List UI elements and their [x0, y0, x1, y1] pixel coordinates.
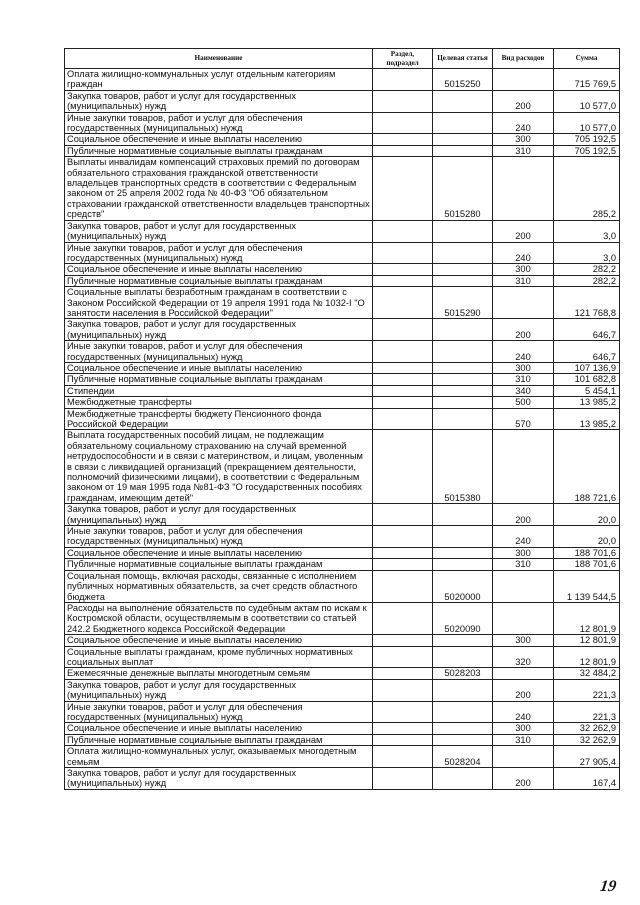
- cell-section: [373, 635, 433, 646]
- cell-target: 5015250: [433, 69, 493, 91]
- cell-section: [373, 69, 433, 91]
- cell-section: [373, 385, 433, 396]
- cell-type: 300: [493, 264, 554, 275]
- table-row: [65, 547, 620, 558]
- cell-name: Социальное обеспечение и иные выплаты населению: [65, 362, 373, 373]
- table-row: [65, 242, 620, 264]
- cell-name: Социальное обеспечение и иные выплаты населению: [65, 635, 373, 646]
- table-row: [65, 220, 620, 242]
- table-row: [65, 341, 620, 363]
- cell-type: [493, 602, 554, 634]
- table-row: [65, 319, 620, 341]
- cell-section: [373, 768, 433, 790]
- cell-sum: 107 136,9: [554, 362, 620, 373]
- cell-name: Иные закупки товаров, работ и услуг для обеспечения государственных (муниципальных) нужд: [65, 242, 373, 264]
- cell-sum: 285,2: [554, 157, 620, 220]
- cell-target: [433, 768, 493, 790]
- header-type: Вид расходов: [493, 49, 554, 69]
- cell-section: [373, 362, 433, 373]
- cell-target: [433, 646, 493, 668]
- table-row: [65, 287, 620, 319]
- cell-sum: 646,7: [554, 341, 620, 363]
- cell-name: Публичные нормативные социальные выплаты гражданам: [65, 374, 373, 385]
- cell-target: [433, 504, 493, 526]
- cell-sum: 20,0: [554, 526, 620, 548]
- table-row: [65, 408, 620, 430]
- table-row: [65, 264, 620, 275]
- cell-name: Оплата жилищно-коммунальных услуг, оказываемых многодетным семьям: [65, 746, 373, 768]
- cell-name: Социальная помощь, включая расходы, связанные с исполнением публичных нормативных обязательств, за счет средств областного бюджета: [65, 570, 373, 602]
- cell-section: [373, 504, 433, 526]
- cell-section: [373, 679, 433, 701]
- cell-target: 5028204: [433, 746, 493, 768]
- cell-section: [373, 112, 433, 134]
- cell-section: [373, 723, 433, 734]
- cell-type: [493, 746, 554, 768]
- cell-type: [493, 668, 554, 679]
- cell-target: [433, 220, 493, 242]
- cell-target: [433, 723, 493, 734]
- cell-sum: 12 801,9: [554, 646, 620, 668]
- cell-type: 310: [493, 145, 554, 156]
- cell-target: [433, 385, 493, 396]
- table-row: [65, 602, 620, 634]
- cell-target: 5015380: [433, 430, 493, 504]
- cell-section: [373, 701, 433, 723]
- cell-name: Публичные нормативные социальные выплаты гражданам: [65, 275, 373, 286]
- cell-sum: 32 262,9: [554, 723, 620, 734]
- cell-section: [373, 319, 433, 341]
- cell-target: [433, 679, 493, 701]
- page-number: 19: [598, 878, 618, 895]
- cell-name: Закупка товаров, работ и услуг для государственных (муниципальных) нужд: [65, 319, 373, 341]
- cell-type: [493, 570, 554, 602]
- cell-type: 300: [493, 547, 554, 558]
- table-row: [65, 526, 620, 548]
- cell-sum: 715 769,5: [554, 69, 620, 91]
- cell-type: 240: [493, 526, 554, 548]
- cell-sum: 121 768,8: [554, 287, 620, 319]
- cell-name: Оплата жилищно-коммунальных услуг отдельным категориям граждан: [65, 69, 373, 91]
- cell-sum: 13 985,2: [554, 397, 620, 408]
- cell-type: 570: [493, 408, 554, 430]
- cell-name: Социальное обеспечение и иные выплаты населению: [65, 547, 373, 558]
- cell-target: [433, 397, 493, 408]
- cell-type: 200: [493, 90, 554, 112]
- cell-target: [433, 547, 493, 558]
- table-row: [65, 570, 620, 602]
- cell-section: [373, 287, 433, 319]
- cell-sum: 12 801,9: [554, 635, 620, 646]
- table-row: [65, 275, 620, 286]
- header-section: Раздел, подраздел: [373, 49, 433, 69]
- cell-type: [493, 69, 554, 91]
- cell-target: [433, 145, 493, 156]
- cell-type: [493, 287, 554, 319]
- cell-sum: 282,2: [554, 275, 620, 286]
- cell-type: 300: [493, 362, 554, 373]
- cell-sum: 10 577,0: [554, 112, 620, 134]
- cell-section: [373, 90, 433, 112]
- table-row: [65, 723, 620, 734]
- header-row: [65, 49, 620, 69]
- header-sum: Сумма: [554, 49, 620, 69]
- cell-name: Ежемесячные денежные выплаты многодетным семьям: [65, 668, 373, 679]
- cell-section: [373, 275, 433, 286]
- cell-name: Иные закупки товаров, работ и услуг для обеспечения государственных (муниципальных) нужд: [65, 701, 373, 723]
- cell-sum: 188 701,6: [554, 547, 620, 558]
- cell-section: [373, 526, 433, 548]
- cell-name: Выплаты инвалидам компенсаций страховых премий по договорам обязательного страхования гражданской ответственности владельцев транспортных средств в соответствии с Федеральным законом от 25 апреля 2002 года № 40-ФЗ "Об обязательном страховании гражданской ответственности владельцев транспортных средств": [65, 157, 373, 220]
- cell-section: [373, 646, 433, 668]
- cell-section: [373, 134, 433, 145]
- cell-name: Закупка товаров, работ и услуг для государственных (муниципальных) нужд: [65, 504, 373, 526]
- cell-name: Социальные выплаты безработным гражданам в соответствии с Законом Российской Федерации от 19 апреля 1991 года № 1032-I "О занятости населения в Российской Федерации": [65, 287, 373, 319]
- cell-target: [433, 341, 493, 363]
- cell-name: Иные закупки товаров, работ и услуг для обеспечения государственных (муниципальных) нужд: [65, 526, 373, 548]
- budget-table: [64, 48, 620, 790]
- cell-sum: 20,0: [554, 504, 620, 526]
- cell-name: Социальное обеспечение и иные выплаты населению: [65, 134, 373, 145]
- cell-sum: 27 905,4: [554, 746, 620, 768]
- cell-target: [433, 408, 493, 430]
- cell-target: [433, 319, 493, 341]
- cell-section: [373, 746, 433, 768]
- cell-type: 200: [493, 220, 554, 242]
- cell-name: Публичные нормативные социальные выплаты гражданам: [65, 559, 373, 570]
- cell-name: Закупка товаров, работ и услуг для государственных (муниципальных) нужд: [65, 679, 373, 701]
- cell-sum: 188 721,6: [554, 430, 620, 504]
- cell-sum: 3,0: [554, 242, 620, 264]
- cell-sum: 101 682,8: [554, 374, 620, 385]
- cell-sum: 646,7: [554, 319, 620, 341]
- table-row: [65, 734, 620, 745]
- table-row: [65, 157, 620, 220]
- cell-section: [373, 547, 433, 558]
- cell-sum: 13 985,2: [554, 408, 620, 430]
- cell-type: 300: [493, 635, 554, 646]
- cell-sum: 188 701,6: [554, 559, 620, 570]
- table-body: [65, 69, 620, 790]
- cell-section: [373, 157, 433, 220]
- cell-name: Иные закупки товаров, работ и услуг для обеспечения государственных (муниципальных) нужд: [65, 112, 373, 134]
- cell-name: Социальные выплаты гражданам, кроме публичных нормативных социальных выплат: [65, 646, 373, 668]
- cell-type: 240: [493, 242, 554, 264]
- cell-target: [433, 242, 493, 264]
- cell-sum: 10 577,0: [554, 90, 620, 112]
- table-row: [65, 374, 620, 385]
- cell-name: Закупка товаров, работ и услуг для государственных (муниципальных) нужд: [65, 768, 373, 790]
- cell-sum: 5 454,1: [554, 385, 620, 396]
- table-row: [65, 69, 620, 91]
- cell-sum: 32 484,2: [554, 668, 620, 679]
- cell-name: Социальное обеспечение и иные выплаты населению: [65, 723, 373, 734]
- cell-target: [433, 526, 493, 548]
- cell-target: [433, 559, 493, 570]
- cell-type: 240: [493, 112, 554, 134]
- cell-type: 340: [493, 385, 554, 396]
- table-row: [65, 768, 620, 790]
- cell-type: 200: [493, 679, 554, 701]
- table-row: [65, 701, 620, 723]
- cell-section: [373, 341, 433, 363]
- cell-target: 5015280: [433, 157, 493, 220]
- cell-name: Иные закупки товаров, работ и услуг для обеспечения государственных (муниципальных) нужд: [65, 341, 373, 363]
- table-row: [65, 362, 620, 373]
- cell-section: [373, 570, 433, 602]
- cell-target: [433, 701, 493, 723]
- header-target: Целевая статья: [433, 49, 493, 69]
- cell-sum: 167,4: [554, 768, 620, 790]
- cell-type: 200: [493, 319, 554, 341]
- cell-name: Стипендии: [65, 385, 373, 396]
- table-header: [65, 49, 620, 69]
- cell-type: 240: [493, 701, 554, 723]
- header-name: Наименование: [65, 49, 373, 69]
- cell-section: [373, 408, 433, 430]
- table-row: [65, 646, 620, 668]
- table-row: [65, 504, 620, 526]
- cell-target: [433, 134, 493, 145]
- table-row: [65, 635, 620, 646]
- table-row: [65, 90, 620, 112]
- cell-section: [373, 220, 433, 242]
- cell-target: 5020000: [433, 570, 493, 602]
- cell-sum: 705 192,5: [554, 145, 620, 156]
- cell-target: [433, 362, 493, 373]
- cell-section: [373, 374, 433, 385]
- cell-target: [433, 275, 493, 286]
- cell-sum: 282,2: [554, 264, 620, 275]
- cell-target: 5020090: [433, 602, 493, 634]
- table-row: [65, 112, 620, 134]
- cell-target: [433, 264, 493, 275]
- cell-sum: 705 192,5: [554, 134, 620, 145]
- cell-target: [433, 112, 493, 134]
- cell-sum: 221,3: [554, 679, 620, 701]
- cell-type: 310: [493, 734, 554, 745]
- cell-name: Социальное обеспечение и иные выплаты населению: [65, 264, 373, 275]
- cell-section: [373, 734, 433, 745]
- cell-type: 320: [493, 646, 554, 668]
- cell-target: 5028203: [433, 668, 493, 679]
- cell-type: 300: [493, 723, 554, 734]
- cell-name: Межбюджетные трансферты бюджету Пенсионного фонда Российской Федерации: [65, 408, 373, 430]
- cell-type: 200: [493, 768, 554, 790]
- cell-name: Межбюджетные трансферты: [65, 397, 373, 408]
- cell-type: [493, 157, 554, 220]
- cell-section: [373, 397, 433, 408]
- cell-name: Публичные нормативные социальные выплаты гражданам: [65, 145, 373, 156]
- cell-target: [433, 374, 493, 385]
- table-row: [65, 134, 620, 145]
- cell-target: [433, 90, 493, 112]
- cell-type: 500: [493, 397, 554, 408]
- cell-type: 300: [493, 134, 554, 145]
- cell-target: [433, 635, 493, 646]
- cell-sum: 1 139 544,5: [554, 570, 620, 602]
- cell-section: [373, 242, 433, 264]
- cell-type: 310: [493, 275, 554, 286]
- table-row: [65, 385, 620, 396]
- table-row: [65, 746, 620, 768]
- cell-sum: 3,0: [554, 220, 620, 242]
- cell-section: [373, 668, 433, 679]
- cell-section: [373, 145, 433, 156]
- cell-target: 5015290: [433, 287, 493, 319]
- table-row: [65, 145, 620, 156]
- cell-target: [433, 734, 493, 745]
- cell-sum: 32 262,9: [554, 734, 620, 745]
- cell-type: [493, 430, 554, 504]
- table-row: [65, 397, 620, 408]
- table-row: [65, 430, 620, 504]
- table-row: [65, 679, 620, 701]
- table-row: [65, 559, 620, 570]
- cell-name: Закупка товаров, работ и услуг для государственных (муниципальных) нужд: [65, 90, 373, 112]
- cell-section: [373, 264, 433, 275]
- cell-type: 200: [493, 504, 554, 526]
- cell-type: 310: [493, 559, 554, 570]
- cell-section: [373, 430, 433, 504]
- cell-section: [373, 559, 433, 570]
- cell-type: 240: [493, 341, 554, 363]
- cell-sum: 221,3: [554, 701, 620, 723]
- cell-type: 310: [493, 374, 554, 385]
- cell-sum: 12 801,9: [554, 602, 620, 634]
- cell-name: Публичные нормативные социальные выплаты гражданам: [65, 734, 373, 745]
- table-row: [65, 668, 620, 679]
- cell-name: Расходы на выполнение обязательств по судебным актам по искам к Костромской области, осуществляемым в соответствии со статьей 242.2 Бюджетного кодекса Российской Федерации: [65, 602, 373, 634]
- cell-name: Закупка товаров, работ и услуг для государственных (муниципальных) нужд: [65, 220, 373, 242]
- cell-section: [373, 602, 433, 634]
- cell-name: Выплата государственных пособий лицам, не подлежащим обязательному социальному страхованию на случай временной нетрудоспособности и в связи с материнством, и лицам, уволенным в связи с ликвидацией организаций (прекращением деятельности, полномочий физическими лицами), в соответствии с Федеральным законом от 19 мая 1995 года №81-ФЗ "О государственных пособиях гражданам, имеющим детей": [65, 430, 373, 504]
